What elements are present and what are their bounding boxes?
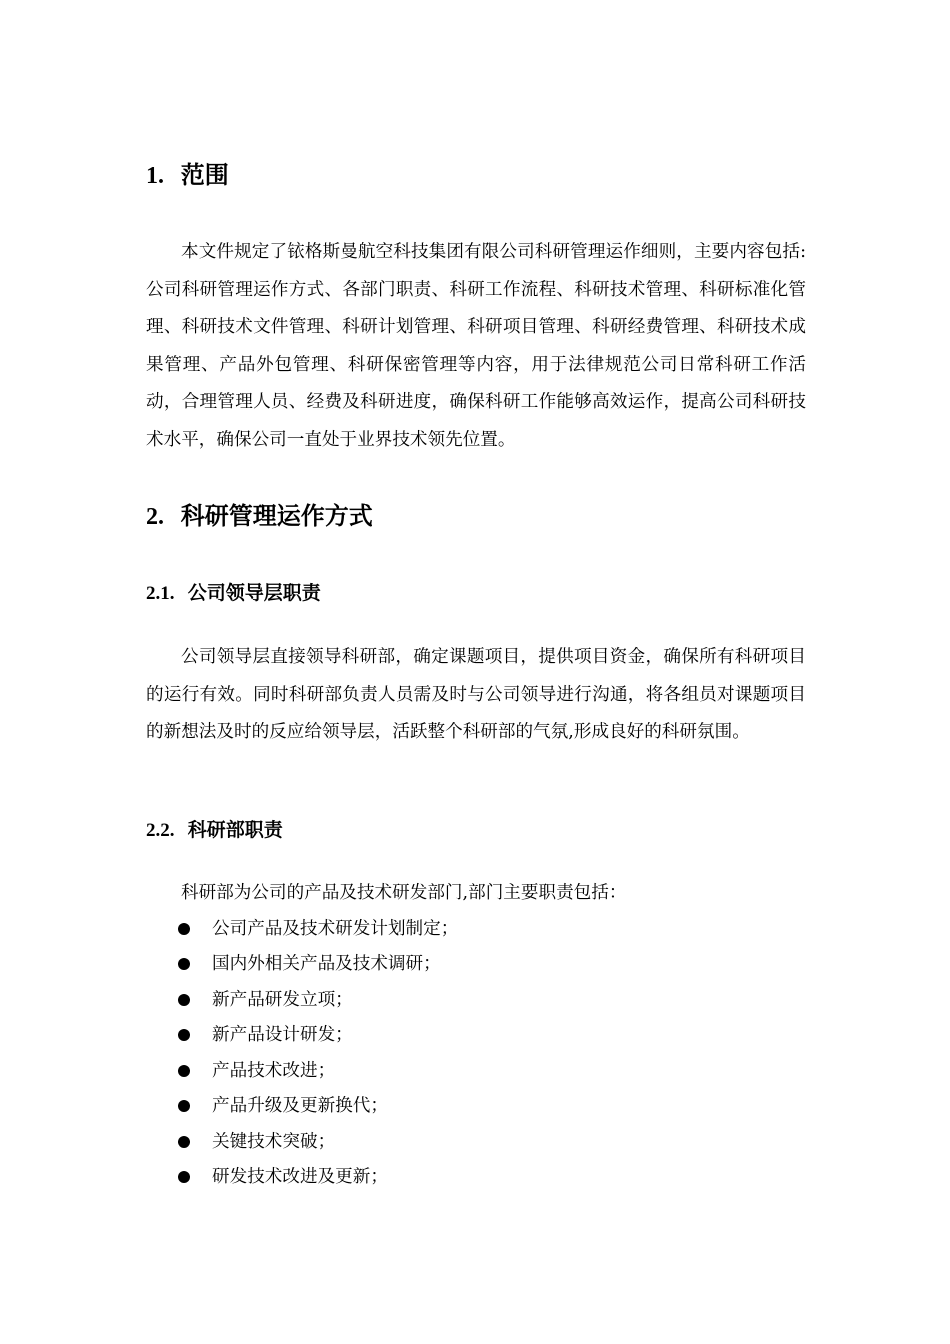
document-page: 1. 范围 本文件规定了铱格斯曼航空科技集团有限公司科研管理运作细则，主要内容包括:公司科研管理运作方式、各部门职责、科研工作流程、科研技术管理、科研标准化管理、科研技术文件管理、科研计划管理、科研项目管理、科研经费管理、科研技术成果管理、产品外包管理、科研保密管理等内容，用于法律规范公司日常科研工作活动，合理管理人员、经费及科研进度，确保科研工作能够高效运作，提高公司科研技术水平，确保公司一直处于业界技术领先位置。 2. 科研管理运作方式 2.1. 公司领导层职责 公司领导层直接领导科研部，确定课题项目，提供项目资金，确保所有科研项目的运行有效。同时科研部负责人员需及时与公司领导进行沟通，将各组员对课题项目的新想法及时的反应给领导层，活跃整个科研部的气氛,形成良好的科研氛围。 2.2. 科研部职责 科研部为公司的产品及技术研发部门,部门主要职责包括： 公司产品及技术研发计划制定； 国内外相关产品及技术调研； 新产品研发立项； 新产品设计研发； 产品技术改进； 产品升级及更新换代； 关键技术突破； 研发技术改进及更新； [146, 161, 806, 1187]
bullet-icon [178, 958, 190, 970]
heading-title: 科研部职责 [187, 819, 283, 841]
bullet-icon [178, 994, 190, 1006]
heading-number: 2.2. [146, 820, 175, 841]
heading-number: 2. [146, 504, 164, 530]
heading-number: 2.1. [146, 583, 175, 604]
heading-title: 公司领导层职责 [187, 582, 321, 604]
heading-2-management-mode [146, 501, 373, 532]
heading-title: 科研管理运作方式 [180, 502, 373, 530]
heading-1-scope [146, 160, 229, 191]
research-dept-lead-text: 科研部为公司的产品及技术研发部门,部门主要职责包括： [181, 883, 627, 903]
heading-2-1-leadership-duties [146, 580, 321, 607]
bullet-icon [178, 1029, 190, 1041]
bullet-icon [178, 1065, 190, 1077]
bullet-icon [178, 923, 190, 935]
bullet-icon [178, 1136, 190, 1148]
heading-number: 1. [146, 163, 164, 189]
leadership-paragraph: 公司领导层直接领导科研部，确定课题项目，提供项目资金，确保所有科研项目的运行有效。同时科研部负责人员需及时与公司领导进行沟通，将各组员对课题项目的新想法及时的反应给领导层，活跃整个科研部的气氛,形成良好的科研氛围。 [146, 647, 806, 743]
heading-2-2-research-dept-duties [146, 817, 283, 844]
bullet-icon [178, 1100, 190, 1112]
heading-title: 范围 [180, 161, 229, 189]
bullet-icon [178, 1171, 190, 1183]
scope-paragraph: 本文件规定了铱格斯曼航空科技集团有限公司科研管理运作细则，主要内容包括:公司科研管理运作方式、各部门职责、科研工作流程、科研技术管理、科研标准化管理、科研技术文件管理、科研计划管理、科研项目管理、科研经费管理、科研技术成果管理、产品外包管理、科研保密管理等内容，用于法律规范公司日常科研工作活动，合理管理人员、经费及科研进度，确保科研工作能够高效运作，提高公司科研技术水平，确保公司一直处于业界技术领先位置。 [146, 242, 806, 450]
